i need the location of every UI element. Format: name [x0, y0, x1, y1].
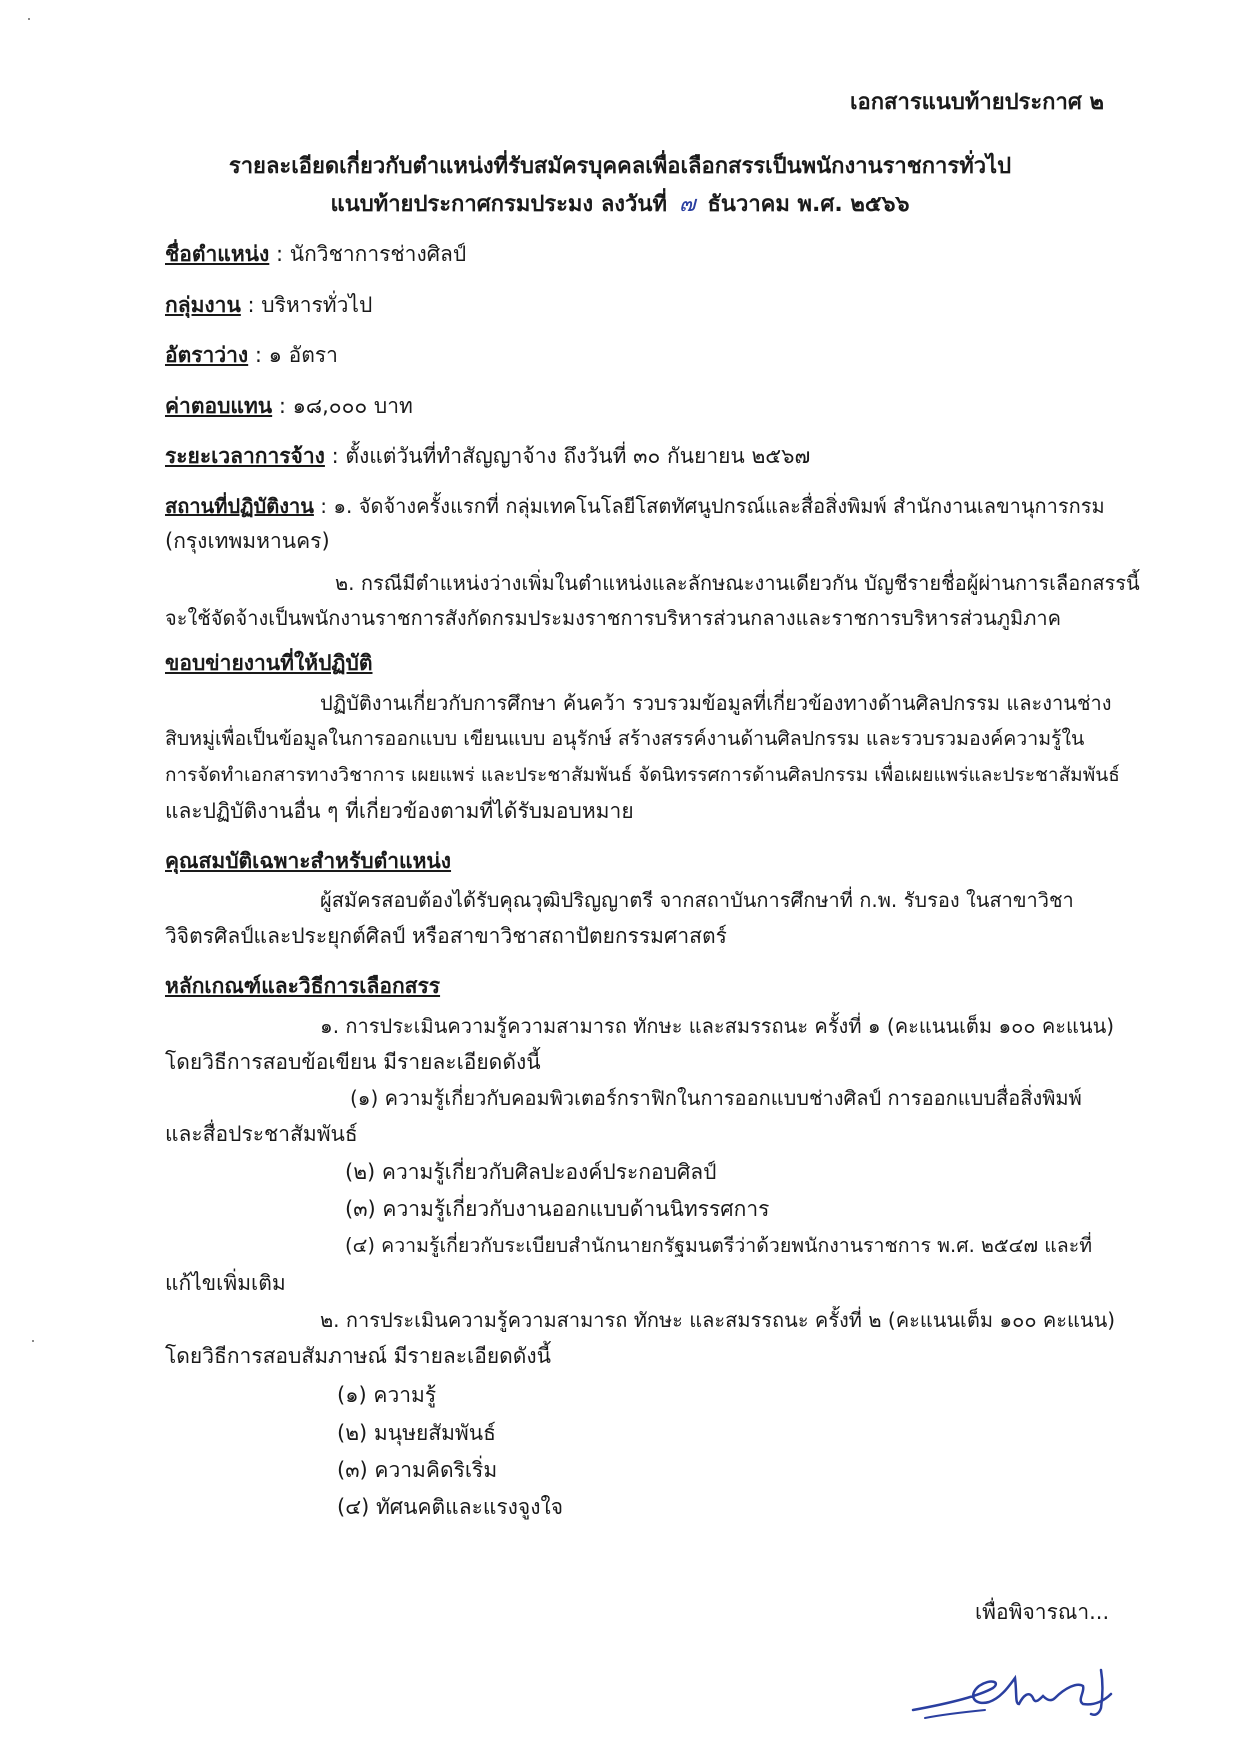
scope-heading: ขอบข่ายงานที่ให้ปฏิบัติ	[165, 651, 373, 675]
scan-speck	[32, 1340, 34, 1342]
group-value: : บริหารทั่วไป	[240, 293, 373, 317]
document-subtitle	[0, 188, 1240, 222]
document-title: รายละเอียดเกี่ยวกับตำแหน่งที่รับสมัครบุคคลเพื่อเลือกสรรเป็นพนักงานราชการทั่วไป	[228, 154, 1012, 179]
field-vacancy	[165, 340, 338, 370]
criteria-item-cont: และสื่อประชาสัมพันธ์	[165, 1122, 358, 1146]
salary-label: ค่าตอบแทน	[165, 394, 273, 418]
position-label: ชื่อตำแหน่ง	[165, 242, 270, 266]
criteria-round-2: ๒. การประเมินความรู้ความสามารถ ทักษะ และสมรรถนะ ครั้งที่ ๒ (คะแนนเต็ม ๑๐๐ คะแนน)	[320, 1308, 1116, 1332]
criteria-item: (๓) ความคิดริเริ่ม	[337, 1458, 498, 1482]
subtitle-prefix: แนบท้ายประกาศกรมประมง ลงวันที่	[330, 192, 667, 217]
criteria-item: (๑) ความรู้เกี่ยวกับคอมพิวเตอร์กราฟิกในการออกแบบช่างศิลป์ การออกแบบสื่อสิ่งพิมพ์	[350, 1086, 1082, 1110]
scope-line: สิบหมู่เพื่อเป็นข้อมูลในการออกแบบ เขียนแบบ อนุรักษ์ สร้างสรรค์งานด้านศิลปกรรม และรวบรวมองค์ความรู้ใน	[165, 727, 1085, 750]
handwritten-day: ๗	[678, 192, 696, 217]
signature-image	[905, 1648, 1145, 1728]
field-group	[165, 290, 372, 320]
vacancy-value: : ๑ อัตรา	[248, 343, 338, 367]
criteria-round-1: ๑. การประเมินความรู้ความสามารถ ทักษะ และสมรรถนะ ครั้งที่ ๑ (คะแนนเต็ม ๑๐๐ คะแนน)	[320, 1014, 1115, 1038]
field-workplace	[165, 491, 1105, 521]
criteria-item: (๓) ความรู้เกี่ยวกับงานออกแบบด้านนิทรรศการ	[345, 1197, 770, 1221]
workplace-line-4: จะใช้จัดจ้างเป็นพนักงานราชการสังกัดกรมประมงราชการบริหารส่วนกลางและราชการบริหารส่วนภูมิภาค	[165, 606, 1061, 630]
criteria-item: (๔) ความรู้เกี่ยวกับระเบียบสำนักนายกรัฐมนตรีว่าด้วยพนักงานราชการ พ.ศ. ๒๕๔๗ และที่	[345, 1234, 1093, 1257]
qualification-line: ผู้สมัครสอบต้องได้รับคุณวุฒิปริญญาตรี จากสถาบันการศึกษาที่ ก.พ. รับรอง ในสาขาวิชา	[320, 888, 1074, 912]
criteria-item: (๔) ทัศนคติและแรงจูงใจ	[337, 1495, 564, 1519]
criteria-heading: หลักเกณฑ์และวิธีการเลือกสรร	[165, 974, 441, 998]
salary-value: : ๑๘,๐๐๐ บาท	[272, 394, 413, 418]
criteria-round-2-method: โดยวิธีการสอบสัมภาษณ์ มีรายละเอียดดังนี้	[165, 1344, 552, 1368]
criteria-item: (๒) ความรู้เกี่ยวกับศิลปะองค์ประกอบศิลป์	[345, 1160, 717, 1184]
field-salary	[165, 391, 413, 421]
scope-line: และปฏิบัติงานอื่น ๆ ที่เกี่ยวข้องตามที่ได้รับมอบหมาย	[165, 799, 634, 823]
criteria-round-1-method: โดยวิธีการสอบข้อเขียน มีรายละเอียดดังนี้	[165, 1050, 541, 1074]
scope-line: ปฏิบัติงานเกี่ยวกับการศึกษา ค้นคว้า รวบรวมข้อมูลที่เกี่ยวข้องทางด้านศิลปกรรม และงานช่าง	[320, 691, 1112, 715]
workplace-value: : ๑. จัดจ้างครั้งแรกที่ กลุ่มเทคโนโลยีโสตทัศนูปกรณ์และสื่อสิ่งพิมพ์ สำนักงานเลขานุการกรม	[313, 494, 1105, 518]
attachment-label: เอกสารแนบท้ายประกาศ ๒	[850, 90, 1104, 115]
scan-speck	[28, 18, 30, 20]
scope-line: การจัดทำเอกสารทางวิชาการ เผยแพร่ และประชาสัมพันธ์ จัดนิทรรศการด้านศิลปกรรม เพื่อเผยแพร่และประชาสัมพันธ์	[165, 764, 1120, 786]
field-period	[165, 441, 810, 471]
group-label: กลุ่มงาน	[165, 293, 241, 317]
workplace-label: สถานที่ปฏิบัติงาน	[165, 494, 314, 518]
continuation-text: เพื่อพิจารณา...	[975, 1600, 1110, 1624]
criteria-item: (๑) ความรู้	[337, 1383, 437, 1407]
field-position	[165, 239, 466, 269]
period-label: ระยะเวลาการจ้าง	[165, 444, 325, 468]
position-value: : นักวิชาการช่างศิลป์	[269, 242, 467, 266]
workplace-line-2: (กรุงเทพมหานคร)	[165, 529, 330, 553]
qualification-heading: คุณสมบัติเฉพาะสำหรับตำแหน่ง	[165, 849, 452, 873]
criteria-item: (๒) มนุษยสัมพันธ์	[337, 1421, 496, 1445]
period-value: : ตั้งแต่วันที่ทำสัญญาจ้าง ถึงวันที่ ๓๐ กันยายน ๒๕๖๗	[324, 444, 811, 468]
criteria-item-cont: แก้ไขเพิ่มเติม	[165, 1271, 286, 1295]
workplace-line-3: ๒. กรณีมีตำแหน่งว่างเพิ่มในตำแหน่งและลักษณะงานเดียวกัน บัญชีรายชื่อผู้ผ่านการเลือกสรรนี้	[335, 571, 1140, 595]
qualification-line: วิจิตรศิลป์และประยุกต์ศิลป์ หรือสาขาวิชาสถาปัตยกรรมศาสตร์	[165, 924, 727, 948]
subtitle-suffix: ธันวาคม พ.ศ. ๒๕๖๖	[707, 192, 910, 217]
vacancy-label: อัตราว่าง	[165, 343, 249, 367]
